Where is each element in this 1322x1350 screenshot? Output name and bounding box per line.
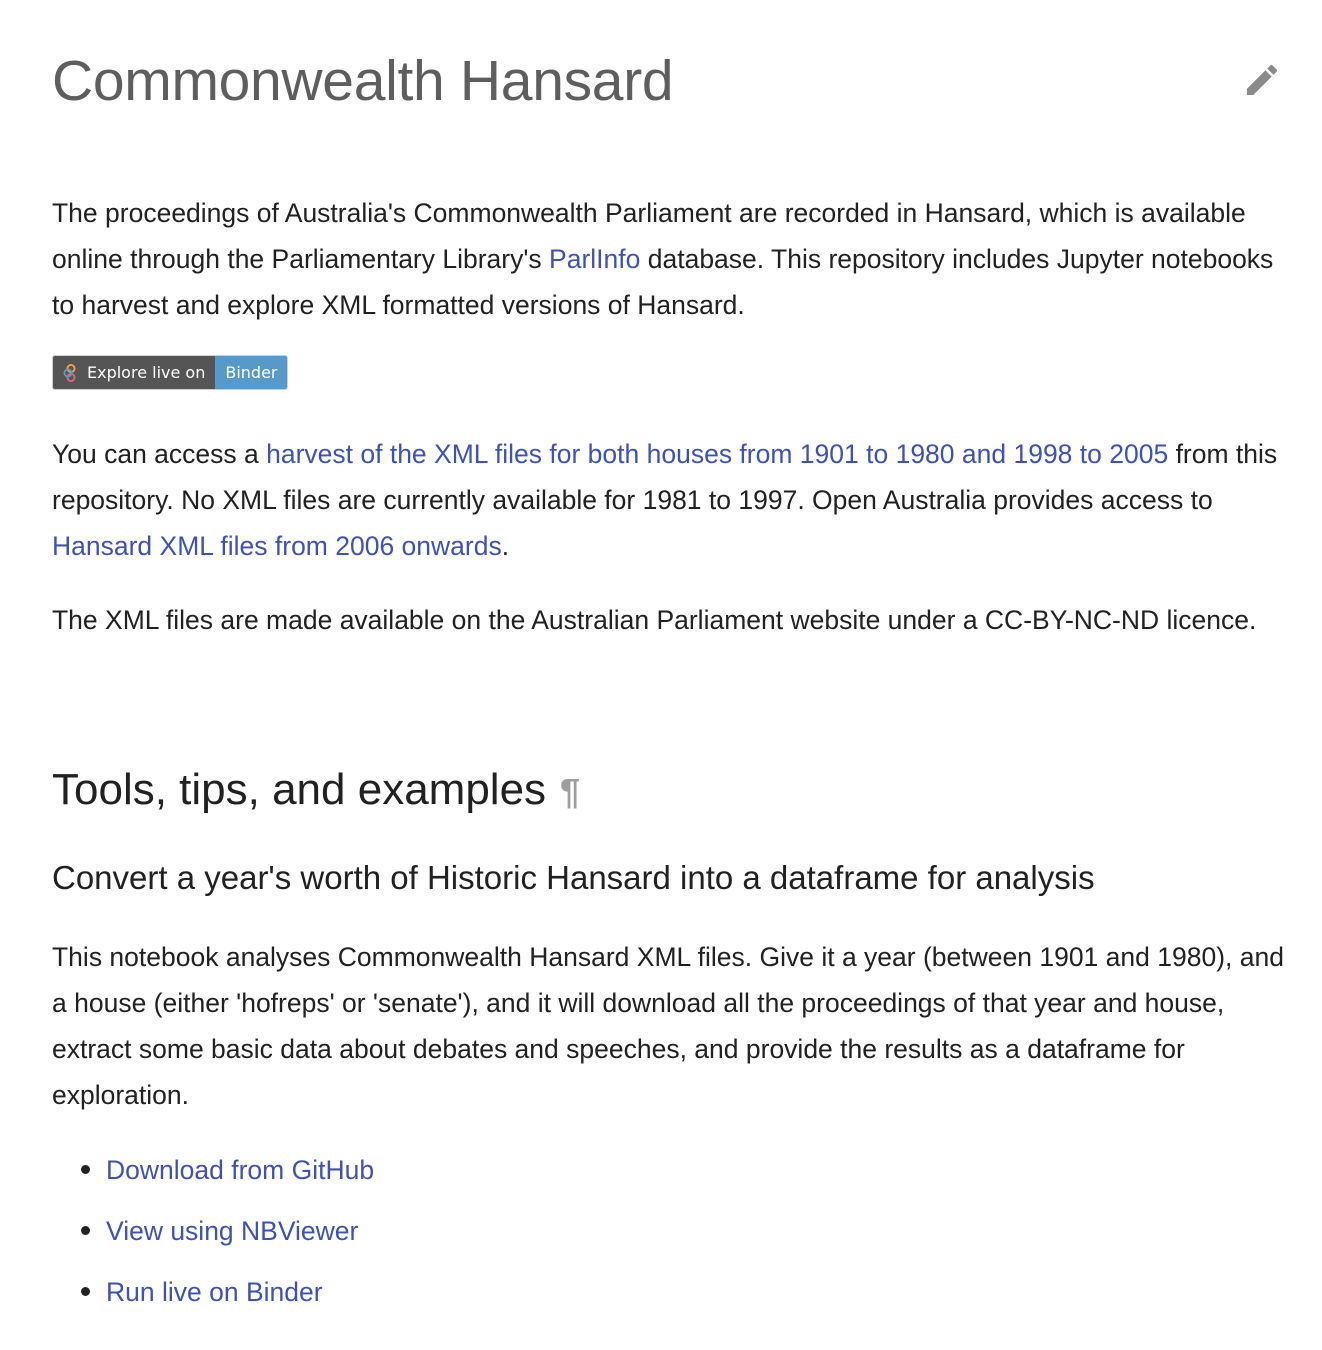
access-text-end: . — [501, 531, 510, 561]
list-item — [106, 1147, 374, 1208]
pilcrow-anchor[interactable]: ¶ — [560, 771, 581, 812]
list-item — [106, 1208, 374, 1269]
parlinfo-link[interactable]: ParlInfo — [549, 244, 641, 274]
access-text-start: You can access a — [52, 439, 267, 469]
access-paragraph — [52, 431, 1287, 569]
download-github-link[interactable]: Download from GitHub — [106, 1155, 375, 1185]
page-title: Commonwealth Hansard — [52, 49, 674, 113]
binder-logo-icon — [61, 363, 81, 383]
notebook-links-list — [52, 1147, 374, 1330]
intro-text-start: The proceedings of Australia's Commonwealth Parliament are recorded in Hansard, which is available online through the Parliamentary Library's — [52, 198, 1246, 274]
xml-harvest-link[interactable]: harvest of the XML files for both houses from 1901 to 1980 and 1998 to 2005 — [266, 439, 1169, 469]
badge-right-section — [215, 356, 287, 389]
list-item — [106, 1269, 374, 1330]
notebook-description: This notebook analyses Commonwealth Hansard XML files. Give it a year (between 1901 and 1980), and a house (either 'hofreps' or 'senate'), and it will download all the proceedings of that year and house, extract some basic data about debates and speeches, and provide the results as a dataframe for exploration. — [52, 942, 1284, 1110]
section-heading — [52, 762, 580, 820]
badge-left-label: Explore live on — [87, 363, 206, 382]
badge-left-section — [53, 356, 215, 389]
notebook-heading: Convert a year's worth of Historic Hansard into a dataframe for analysis — [52, 859, 1095, 896]
badge-right-label: Binder — [225, 363, 278, 382]
intro-paragraph — [52, 190, 1287, 328]
intro-text-end: database. This repository includes Jupyter notebooks to harvest and explore XML formatted versions of Hansard. — [52, 244, 1274, 320]
access-text-middle: from this repository. No XML files are currently available for 1981 to 1997. Open Australia provides access to — [52, 439, 1278, 515]
section-heading-text: Tools, tips, and examples — [52, 765, 547, 814]
pencil-icon[interactable] — [1242, 60, 1282, 100]
open-australia-link[interactable]: Hansard XML files from 2006 onwards — [52, 531, 502, 561]
run-binder-link[interactable]: Run live on Binder — [106, 1277, 323, 1307]
licence-paragraph: The XML files are made available on the Australian Parliament website under a CC-BY-NC-ND licence. — [52, 605, 1257, 635]
binder-badge[interactable] — [52, 355, 288, 390]
view-nbviewer-link[interactable]: View using NBViewer — [106, 1216, 359, 1246]
